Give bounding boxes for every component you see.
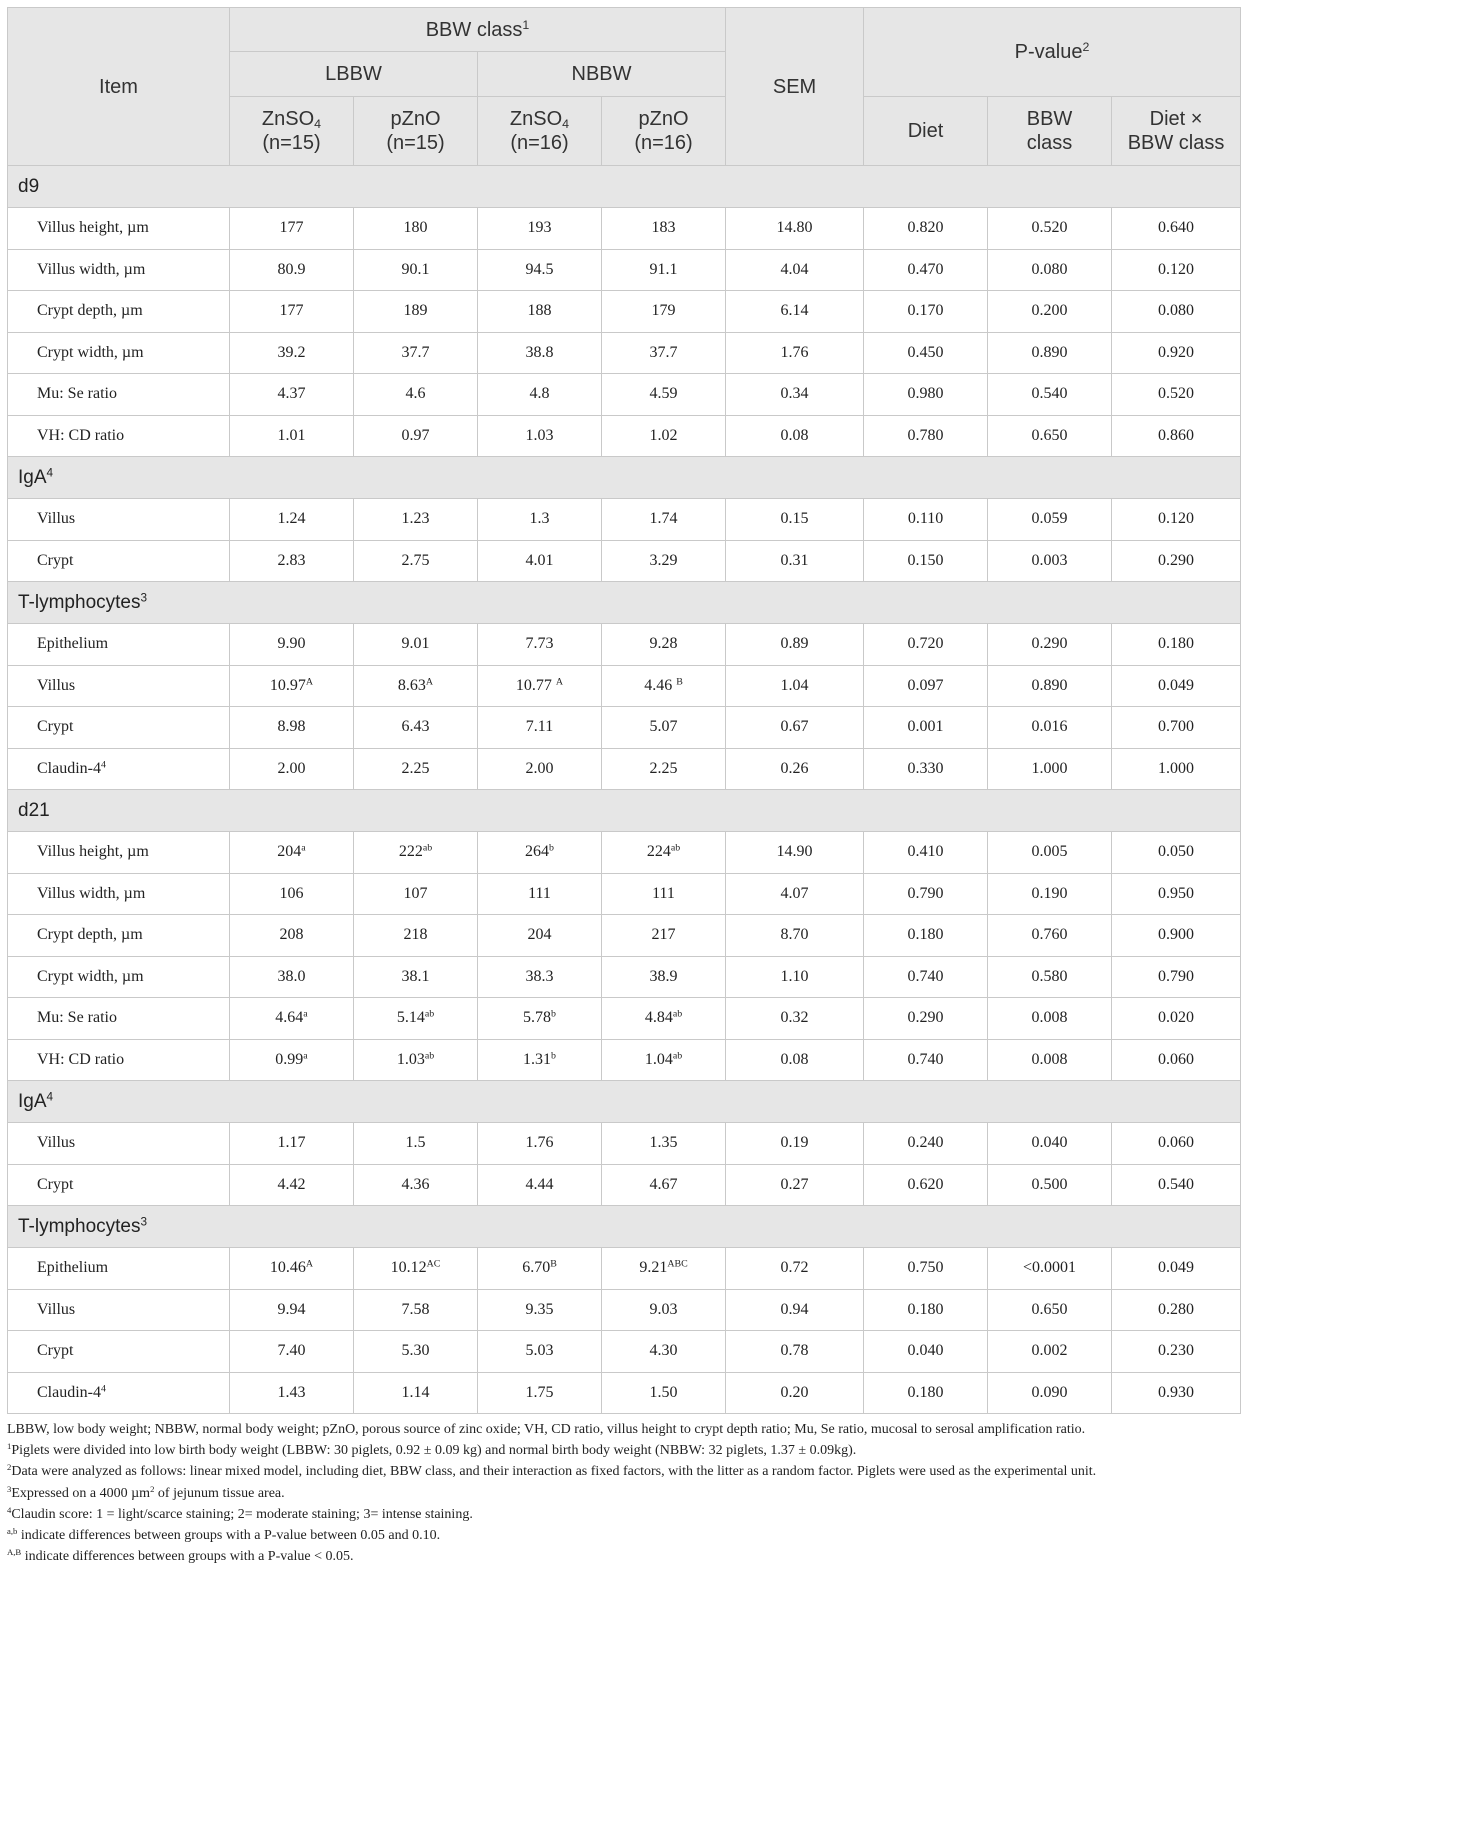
treatment-value: 1.35 bbox=[602, 1123, 726, 1165]
p-diet-value: 0.740 bbox=[864, 1039, 988, 1081]
treatment-value: 4.01 bbox=[478, 540, 602, 582]
p-bbw-value: 0.016 bbox=[988, 707, 1112, 749]
treatment-value: 4.6 bbox=[354, 374, 478, 416]
treatment-value: $8.63^A$ bbox=[354, 665, 478, 707]
p-bbw-value: 0.890 bbox=[988, 665, 1112, 707]
treatment-value: 38.8 bbox=[478, 332, 602, 374]
p-diet-value: 0.820 bbox=[864, 208, 988, 250]
treatment-value: 5.78$^b$ bbox=[478, 998, 602, 1040]
treatment-value: 4.36 bbox=[354, 1164, 478, 1206]
header-sem: SEM bbox=[726, 8, 864, 166]
treatment-value: 4.42 bbox=[230, 1164, 354, 1206]
treatment-value: 7.58 bbox=[354, 1289, 478, 1331]
sem-value: 8.70 bbox=[726, 915, 864, 957]
p-bbw-value: 0.090 bbox=[988, 1372, 1112, 1414]
treatment-value: 1.17 bbox=[230, 1123, 354, 1165]
p-diet-value: 0.720 bbox=[864, 624, 988, 666]
table-row bbox=[8, 540, 1241, 582]
p-diet-value: 0.170 bbox=[864, 291, 988, 333]
p-bbw-value: 0.650 bbox=[988, 1289, 1112, 1331]
treatment-value: 1.03$^{ab}$ bbox=[354, 1039, 478, 1081]
treatment-value: 2.83 bbox=[230, 540, 354, 582]
section-label: T-lymphocytes$^3$ bbox=[8, 1206, 1241, 1248]
table-row bbox=[8, 1372, 1241, 1414]
treatment-value: 4.8 bbox=[478, 374, 602, 416]
p-diet-value: 0.780 bbox=[864, 415, 988, 457]
treatment-value: $9.21^{ABC}$ bbox=[602, 1248, 726, 1290]
sem-value: 4.07 bbox=[726, 873, 864, 915]
treatment-value: 5.03 bbox=[478, 1331, 602, 1373]
sem-value: 0.31 bbox=[726, 540, 864, 582]
row-item: Crypt bbox=[8, 1164, 230, 1206]
treatment-value: 1.02 bbox=[602, 415, 726, 457]
footnote: LBBW, low body weight; NBBW, normal body weight; pZnO, porous source of zinc oxide; VH, CD ratio, villus height to crypt depth ratio; Mu, Se ratio, mucosal to serosal amplification ratio. bbox=[7, 1422, 1086, 1437]
treatment-value: $224^{ab}$ bbox=[602, 832, 726, 874]
treatment-value: 38.9 bbox=[602, 956, 726, 998]
treatment-value: 4.46 $^B$ bbox=[602, 665, 726, 707]
p-diet-value: 0.180 bbox=[864, 915, 988, 957]
table-body bbox=[8, 166, 1241, 1414]
treatment-value: 1.3 bbox=[478, 499, 602, 541]
p-interaction-value: 1.000 bbox=[1112, 748, 1241, 790]
results-table bbox=[7, 7, 1241, 1414]
section-header-row bbox=[8, 457, 1241, 499]
p-diet-value: 0.750 bbox=[864, 1248, 988, 1290]
treatment-value: 1.31$^b$ bbox=[478, 1039, 602, 1081]
header-item: Item bbox=[8, 8, 230, 166]
p-diet-value: 0.110 bbox=[864, 499, 988, 541]
treatment-value: 4.64$^a$ bbox=[230, 998, 354, 1040]
table-row bbox=[8, 707, 1241, 749]
treatment-value: 8.98 bbox=[230, 707, 354, 749]
treatment-value: 6.43 bbox=[354, 707, 478, 749]
treatment-value: 38.3 bbox=[478, 956, 602, 998]
header-p-interaction: Diet × BBW class bbox=[1112, 97, 1241, 166]
treatment-value: 9.01 bbox=[354, 624, 478, 666]
p-interaction-value: 0.900 bbox=[1112, 915, 1241, 957]
table-row bbox=[8, 998, 1241, 1040]
treatment-value: 7.11 bbox=[478, 707, 602, 749]
treatment-value: 37.7 bbox=[602, 332, 726, 374]
treatment-value: 90.1 bbox=[354, 249, 478, 291]
sem-value: 1.04 bbox=[726, 665, 864, 707]
p-diet-value: 0.410 bbox=[864, 832, 988, 874]
p-bbw-value: 1.000 bbox=[988, 748, 1112, 790]
treatment-value: 2.75 bbox=[354, 540, 478, 582]
p-interaction-value: 0.540 bbox=[1112, 1164, 1241, 1206]
p-diet-value: 0.470 bbox=[864, 249, 988, 291]
p-interaction-value: 0.050 bbox=[1112, 832, 1241, 874]
section-label: T-lymphocytes$^3$ bbox=[8, 582, 1241, 624]
p-interaction-value: 0.700 bbox=[1112, 707, 1241, 749]
treatment-value: 218 bbox=[354, 915, 478, 957]
row-item: Claudin-$4^4$ bbox=[8, 748, 230, 790]
header-treatment: ZnSO$_4$ (n=15) bbox=[230, 97, 354, 166]
row-item: Crypt bbox=[8, 540, 230, 582]
sem-value: 0.78 bbox=[726, 1331, 864, 1373]
p-bbw-value: 0.540 bbox=[988, 374, 1112, 416]
p-bbw-value: 0.200 bbox=[988, 291, 1112, 333]
row-item: Villus width, µm bbox=[8, 249, 230, 291]
row-item: Mu: Se ratio bbox=[8, 374, 230, 416]
p-interaction-value: 0.290 bbox=[1112, 540, 1241, 582]
p-bbw-value: 0.002 bbox=[988, 1331, 1112, 1373]
treatment-value: 188 bbox=[478, 291, 602, 333]
p-diet-value: 0.180 bbox=[864, 1289, 988, 1331]
treatment-value: $10.46^A$ bbox=[230, 1248, 354, 1290]
p-bbw-value: 0.003 bbox=[988, 540, 1112, 582]
row-item: Crypt bbox=[8, 1331, 230, 1373]
sem-value: 0.89 bbox=[726, 624, 864, 666]
treatment-value: 9.03 bbox=[602, 1289, 726, 1331]
row-item: Crypt width, µm bbox=[8, 332, 230, 374]
footnote: $^4$Claudin score: 1 = light/scarce staining; 2= moderate staining; 3= intense staining. bbox=[7, 1505, 473, 1522]
section-label: IgA$^4$ bbox=[8, 1081, 1241, 1123]
p-interaction-value: 0.060 bbox=[1112, 1039, 1241, 1081]
section-header-row bbox=[8, 790, 1241, 832]
section-header-row bbox=[8, 1206, 1241, 1248]
section-header-row bbox=[8, 582, 1241, 624]
footnotes bbox=[7, 1419, 1240, 1567]
treatment-value: 0.97 bbox=[354, 415, 478, 457]
row-item: Claudin-$4^4$ bbox=[8, 1372, 230, 1414]
p-interaction-value: 0.020 bbox=[1112, 998, 1241, 1040]
footnote: $^3$Expressed on a 4000 µm$^2$ of jejunum tissue area. bbox=[7, 1483, 285, 1501]
table-row bbox=[8, 1123, 1241, 1165]
table-row bbox=[8, 748, 1241, 790]
treatment-value: 9.90 bbox=[230, 624, 354, 666]
treatment-value: 177 bbox=[230, 291, 354, 333]
row-item: Villus height, µm bbox=[8, 832, 230, 874]
treatment-value: 1.74 bbox=[602, 499, 726, 541]
footnote: $^2$Data were analyzed as follows: linear mixed model, including diet, BBW class, and their interaction as fixed factors, with the litter as a random factor. Piglets were used as the experimental unit. bbox=[7, 1462, 1097, 1480]
treatment-value: 1.03 bbox=[478, 415, 602, 457]
p-interaction-value: 0.790 bbox=[1112, 956, 1241, 998]
p-interaction-value: 0.049 bbox=[1112, 665, 1241, 707]
header-nbbw: NBBW bbox=[478, 52, 726, 97]
p-diet-value: 0.620 bbox=[864, 1164, 988, 1206]
treatment-value: 38.0 bbox=[230, 956, 354, 998]
p-bbw-value: <0.0001 bbox=[988, 1248, 1112, 1290]
p-diet-value: 0.150 bbox=[864, 540, 988, 582]
sem-value: 0.26 bbox=[726, 748, 864, 790]
header-bbw-class: BBW class$^1$ bbox=[230, 8, 726, 52]
p-interaction-value: 0.080 bbox=[1112, 291, 1241, 333]
treatment-value: 37.7 bbox=[354, 332, 478, 374]
p-interaction-value: 0.230 bbox=[1112, 1331, 1241, 1373]
treatment-value: 5.30 bbox=[354, 1331, 478, 1373]
sem-value: 0.20 bbox=[726, 1372, 864, 1414]
p-bbw-value: 0.580 bbox=[988, 956, 1112, 998]
table-row bbox=[8, 415, 1241, 457]
treatment-value: $10.12^{AC}$ bbox=[354, 1248, 478, 1290]
treatment-value: 2.00 bbox=[478, 748, 602, 790]
row-item: Epithelium bbox=[8, 1248, 230, 1290]
treatment-value: 2.25 bbox=[602, 748, 726, 790]
p-diet-value: 0.790 bbox=[864, 873, 988, 915]
table-row bbox=[8, 249, 1241, 291]
p-bbw-value: 0.190 bbox=[988, 873, 1112, 915]
header-treatment: pZnO (n=16) bbox=[602, 97, 726, 166]
p-diet-value: 0.450 bbox=[864, 332, 988, 374]
treatment-value: 4.67 bbox=[602, 1164, 726, 1206]
table-row bbox=[8, 208, 1241, 250]
p-bbw-value: 0.650 bbox=[988, 415, 1112, 457]
p-bbw-value: 0.008 bbox=[988, 1039, 1112, 1081]
treatment-value: 80.9 bbox=[230, 249, 354, 291]
p-interaction-value: 0.049 bbox=[1112, 1248, 1241, 1290]
sem-value: 6.14 bbox=[726, 291, 864, 333]
treatment-value: 10.77 $^A$ bbox=[478, 665, 602, 707]
sem-value: 4.04 bbox=[726, 249, 864, 291]
treatment-value: 193 bbox=[478, 208, 602, 250]
header-pvalue: P-value$^2$ bbox=[864, 8, 1241, 97]
treatment-value: 1.43 bbox=[230, 1372, 354, 1414]
treatment-value: 3.29 bbox=[602, 540, 726, 582]
treatment-value: 111 bbox=[602, 873, 726, 915]
row-item: VH: CD ratio bbox=[8, 415, 230, 457]
treatment-value: 39.2 bbox=[230, 332, 354, 374]
p-diet-value: 0.290 bbox=[864, 998, 988, 1040]
p-diet-value: 0.240 bbox=[864, 1123, 988, 1165]
table-row bbox=[8, 499, 1241, 541]
treatment-value: 9.94 bbox=[230, 1289, 354, 1331]
row-item: Villus width, µm bbox=[8, 873, 230, 915]
table-row bbox=[8, 873, 1241, 915]
treatment-value: 1.76 bbox=[478, 1123, 602, 1165]
treatment-value: 217 bbox=[602, 915, 726, 957]
p-bbw-value: 0.290 bbox=[988, 624, 1112, 666]
section-label: d9 bbox=[8, 166, 1241, 208]
table-row bbox=[8, 832, 1241, 874]
treatment-value: 1.01 bbox=[230, 415, 354, 457]
table-row bbox=[8, 1039, 1241, 1081]
footnote: $^{A,B}$ indicate differences between groups with a P-value < 0.05. bbox=[7, 1547, 354, 1565]
header-treatment: pZnO (n=15) bbox=[354, 97, 478, 166]
treatment-value: 1.75 bbox=[478, 1372, 602, 1414]
p-interaction-value: 0.640 bbox=[1112, 208, 1241, 250]
p-interaction-value: 0.860 bbox=[1112, 415, 1241, 457]
treatment-value: 189 bbox=[354, 291, 478, 333]
sem-value: 0.34 bbox=[726, 374, 864, 416]
treatment-value: 2.25 bbox=[354, 748, 478, 790]
treatment-value: 7.73 bbox=[478, 624, 602, 666]
treatment-value: 1.5 bbox=[354, 1123, 478, 1165]
p-interaction-value: 0.920 bbox=[1112, 332, 1241, 374]
row-item: Crypt bbox=[8, 707, 230, 749]
table-row bbox=[8, 956, 1241, 998]
p-bbw-value: 0.520 bbox=[988, 208, 1112, 250]
treatment-value: 177 bbox=[230, 208, 354, 250]
sem-value: 1.10 bbox=[726, 956, 864, 998]
sem-value: 0.94 bbox=[726, 1289, 864, 1331]
sem-value: 0.32 bbox=[726, 998, 864, 1040]
treatment-value: 0.99$^a$ bbox=[230, 1039, 354, 1081]
sem-value: 14.80 bbox=[726, 208, 864, 250]
treatment-value: 106 bbox=[230, 873, 354, 915]
footnote: $^1$Piglets were divided into low birth body weight (LBBW: 30 piglets, 0.92 ± 0.09 kg) and normal birth body weight (NBBW: 32 piglets, 1.37 ± 0.09kg). bbox=[7, 1441, 857, 1459]
treatment-value: 1.24 bbox=[230, 499, 354, 541]
sem-value: 0.15 bbox=[726, 499, 864, 541]
section-label: d21 bbox=[8, 790, 1241, 832]
treatment-value: 2.00 bbox=[230, 748, 354, 790]
row-item: Mu: Se ratio bbox=[8, 998, 230, 1040]
p-bbw-value: 0.005 bbox=[988, 832, 1112, 874]
p-bbw-value: 0.760 bbox=[988, 915, 1112, 957]
treatment-value: 1.50 bbox=[602, 1372, 726, 1414]
sem-value: 0.72 bbox=[726, 1248, 864, 1290]
header-p-diet: Diet bbox=[864, 97, 988, 166]
table-row bbox=[8, 624, 1241, 666]
header-treatment: ZnSO$_4$ (n=16) bbox=[478, 97, 602, 166]
p-diet-value: 0.330 bbox=[864, 748, 988, 790]
p-interaction-value: 0.520 bbox=[1112, 374, 1241, 416]
treatment-value: 180 bbox=[354, 208, 478, 250]
sem-value: 14.90 bbox=[726, 832, 864, 874]
p-diet-value: 0.040 bbox=[864, 1331, 988, 1373]
treatment-value: $6.70^B$ bbox=[478, 1248, 602, 1290]
table-row bbox=[8, 915, 1241, 957]
sem-value: 0.08 bbox=[726, 1039, 864, 1081]
treatment-value: 94.5 bbox=[478, 249, 602, 291]
row-item: Villus height, µm bbox=[8, 208, 230, 250]
table-row bbox=[8, 1289, 1241, 1331]
row-item: Crypt depth, µm bbox=[8, 915, 230, 957]
p-diet-value: 0.097 bbox=[864, 665, 988, 707]
treatment-value: 208 bbox=[230, 915, 354, 957]
treatment-value: 1.14 bbox=[354, 1372, 478, 1414]
section-header-row bbox=[8, 166, 1241, 208]
row-item: VH: CD ratio bbox=[8, 1039, 230, 1081]
p-diet-value: 0.001 bbox=[864, 707, 988, 749]
p-bbw-value: 0.890 bbox=[988, 332, 1112, 374]
p-diet-value: 0.980 bbox=[864, 374, 988, 416]
treatment-value: 4.84$^{ab}$ bbox=[602, 998, 726, 1040]
table-row bbox=[8, 332, 1241, 374]
row-item: Villus bbox=[8, 1123, 230, 1165]
p-diet-value: 0.740 bbox=[864, 956, 988, 998]
treatment-value: 1.23 bbox=[354, 499, 478, 541]
footnote: $^{a,b}$ indicate differences between groups with a P-value between 0.05 and 0.10. bbox=[7, 1526, 441, 1544]
treatment-value: 91.1 bbox=[602, 249, 726, 291]
treatment-value: 4.44 bbox=[478, 1164, 602, 1206]
treatment-value: 111 bbox=[478, 873, 602, 915]
treatment-value: 9.28 bbox=[602, 624, 726, 666]
row-item: Crypt width, µm bbox=[8, 956, 230, 998]
row-item: Villus bbox=[8, 665, 230, 707]
treatment-value: 204$^a$ bbox=[230, 832, 354, 874]
treatment-value: $10.97^A$ bbox=[230, 665, 354, 707]
section-label: IgA$^4$ bbox=[8, 457, 1241, 499]
treatment-value: 9.35 bbox=[478, 1289, 602, 1331]
treatment-value: 107 bbox=[354, 873, 478, 915]
table-row bbox=[8, 665, 1241, 707]
sem-value: 0.67 bbox=[726, 707, 864, 749]
treatment-value: 5.07 bbox=[602, 707, 726, 749]
p-interaction-value: 0.120 bbox=[1112, 249, 1241, 291]
treatment-value: 179 bbox=[602, 291, 726, 333]
header-lbbw: LBBW bbox=[230, 52, 478, 97]
treatment-value: 4.30 bbox=[602, 1331, 726, 1373]
sem-value: 0.19 bbox=[726, 1123, 864, 1165]
row-item: Epithelium bbox=[8, 624, 230, 666]
p-bbw-value: 0.040 bbox=[988, 1123, 1112, 1165]
sem-value: 0.27 bbox=[726, 1164, 864, 1206]
table-row bbox=[8, 1248, 1241, 1290]
table-row bbox=[8, 374, 1241, 416]
sem-value: 0.08 bbox=[726, 415, 864, 457]
p-diet-value: 0.180 bbox=[864, 1372, 988, 1414]
table-row bbox=[8, 1164, 1241, 1206]
treatment-value: 204 bbox=[478, 915, 602, 957]
treatment-value: 183 bbox=[602, 208, 726, 250]
row-item: Villus bbox=[8, 1289, 230, 1331]
p-interaction-value: 0.180 bbox=[1112, 624, 1241, 666]
treatment-value: 4.59 bbox=[602, 374, 726, 416]
sem-value: 1.76 bbox=[726, 332, 864, 374]
p-interaction-value: 0.060 bbox=[1112, 1123, 1241, 1165]
p-interaction-value: 0.950 bbox=[1112, 873, 1241, 915]
row-item: Crypt depth, µm bbox=[8, 291, 230, 333]
p-bbw-value: 0.059 bbox=[988, 499, 1112, 541]
p-bbw-value: 0.008 bbox=[988, 998, 1112, 1040]
treatment-value: $222^{ab}$ bbox=[354, 832, 478, 874]
p-interaction-value: 0.280 bbox=[1112, 1289, 1241, 1331]
treatment-value: 4.37 bbox=[230, 374, 354, 416]
section-header-row bbox=[8, 1081, 1241, 1123]
table-row bbox=[8, 291, 1241, 333]
table-container bbox=[7, 7, 1240, 1567]
p-interaction-value: 0.930 bbox=[1112, 1372, 1241, 1414]
treatment-value: 264$^b$ bbox=[478, 832, 602, 874]
p-interaction-value: 0.120 bbox=[1112, 499, 1241, 541]
p-bbw-value: 0.500 bbox=[988, 1164, 1112, 1206]
p-bbw-value: 0.080 bbox=[988, 249, 1112, 291]
treatment-value: 5.14$^{ab}$ bbox=[354, 998, 478, 1040]
treatment-value: 7.40 bbox=[230, 1331, 354, 1373]
row-item: Villus bbox=[8, 499, 230, 541]
header-p-bbw: BBW class bbox=[988, 97, 1112, 166]
treatment-value: 1.04$^{ab}$ bbox=[602, 1039, 726, 1081]
treatment-value: 38.1 bbox=[354, 956, 478, 998]
table-row bbox=[8, 1331, 1241, 1373]
